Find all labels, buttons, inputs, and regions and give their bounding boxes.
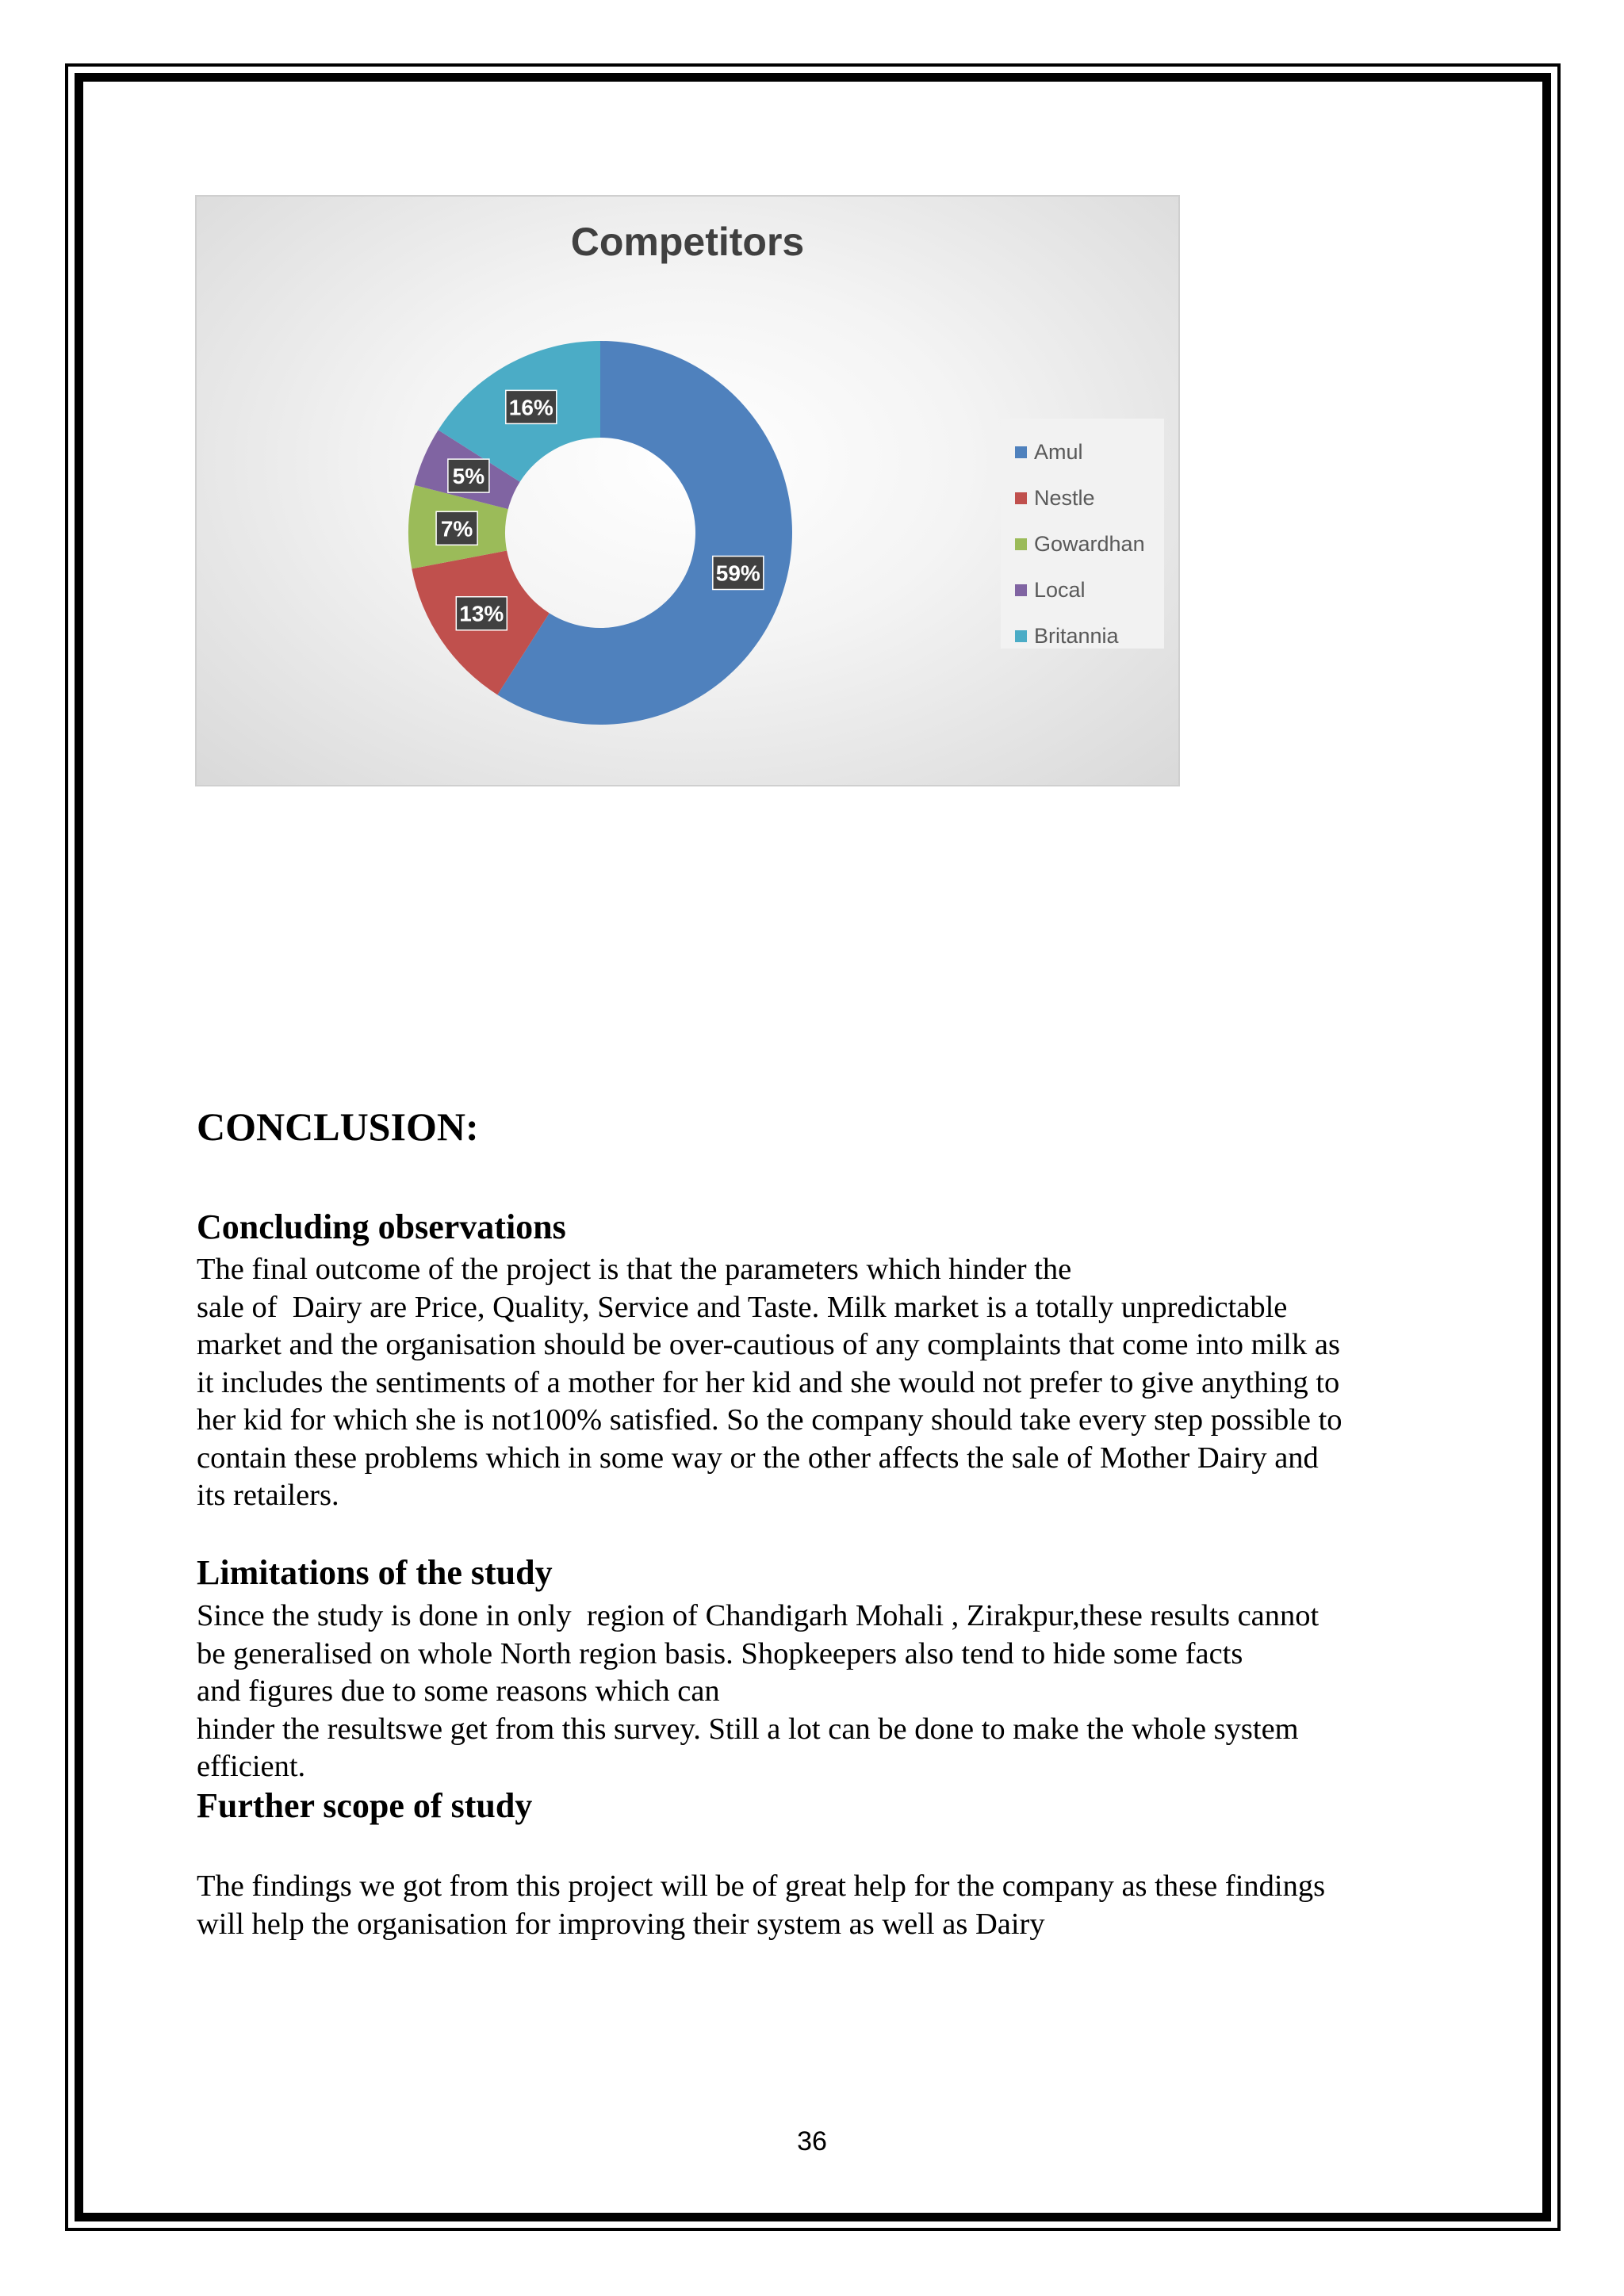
text-line: market and the organisation should be over-cautious of any complaints that come into milk as bbox=[197, 1328, 1340, 1361]
data-label-nestle bbox=[456, 597, 507, 630]
legend-swatch bbox=[1015, 630, 1027, 642]
data-label-gowardhan bbox=[436, 511, 477, 545]
section-title-concluding: Concluding observations bbox=[197, 1207, 566, 1246]
text-line: and figures due to some reasons which can bbox=[197, 1674, 720, 1708]
svg-text:16%: 16% bbox=[508, 395, 553, 420]
legend-label: Amul bbox=[1034, 439, 1083, 464]
legend-item-amul bbox=[1015, 436, 1083, 468]
text-line: will help the organisation for improving their system as well as Dairy bbox=[197, 1907, 1045, 1941]
text-line: The findings we got from this project will be of great help for the company as these findings bbox=[197, 1869, 1326, 1903]
legend-label: Britannia bbox=[1034, 623, 1119, 648]
svg-text:5%: 5% bbox=[452, 464, 485, 489]
text-line: Since the study is done in only region of Chandigarh Mohali , Zirakpur,these results cannot bbox=[197, 1599, 1320, 1632]
chart-title: Competitors bbox=[570, 220, 805, 264]
svg-text:7%: 7% bbox=[440, 516, 473, 541]
text-line: her kid for which she is not100% satisfied. So the company should take every step possible to bbox=[197, 1403, 1342, 1437]
legend-label: Local bbox=[1034, 577, 1086, 602]
text-line: efficient. bbox=[197, 1750, 306, 1783]
data-label-britannia bbox=[506, 390, 557, 423]
legend-label: Gowardhan bbox=[1034, 531, 1145, 556]
text-line: contain these problems which in some way or the other affects the sale of Mother Dairy and bbox=[197, 1441, 1319, 1475]
legend-item-gowardhan bbox=[1015, 528, 1145, 560]
text-line: hinder the resultswe get from this survey. Still a lot can be done to make the whole system bbox=[197, 1712, 1299, 1746]
legend-swatch bbox=[1015, 446, 1027, 458]
legend-swatch bbox=[1015, 492, 1027, 504]
text-line: be generalised on whole North region basis. Shopkeepers also tend to hide some facts bbox=[197, 1636, 1243, 1670]
section-title-further-scope: Further scope of study bbox=[197, 1786, 533, 1825]
section-body-concluding bbox=[197, 1251, 1342, 1515]
data-label-local bbox=[448, 459, 489, 492]
data-label-amul bbox=[713, 556, 764, 589]
conclusion-heading: CONCLUSION: bbox=[197, 1104, 479, 1149]
text-line: sale of Dairy are Price, Quality, Service and Taste. Milk market is a totally unpredictable bbox=[197, 1290, 1288, 1324]
svg-text:59%: 59% bbox=[715, 561, 760, 586]
svg-text:13%: 13% bbox=[459, 601, 504, 626]
legend-item-britannia bbox=[1015, 620, 1119, 652]
page-number: 36 bbox=[797, 2126, 827, 2156]
text-line: it includes the sentiments of a mother for her kid and she would not prefer to give anything to bbox=[197, 1365, 1340, 1399]
text-line: The final outcome of the project is that the parameters which hinder the bbox=[197, 1253, 1072, 1286]
legend-label: Nestle bbox=[1034, 485, 1095, 510]
legend-swatch bbox=[1015, 584, 1027, 596]
legend-swatch bbox=[1015, 538, 1027, 550]
chart-legend bbox=[1001, 419, 1164, 649]
section-body-further-scope bbox=[197, 1868, 1325, 1943]
section-body-limitations bbox=[197, 1598, 1319, 1786]
legend-item-local bbox=[1015, 574, 1086, 606]
section-title-limitations: Limitations of the study bbox=[197, 1553, 553, 1592]
legend-item-nestle bbox=[1015, 482, 1095, 514]
text-line: its retailers. bbox=[197, 1479, 339, 1512]
